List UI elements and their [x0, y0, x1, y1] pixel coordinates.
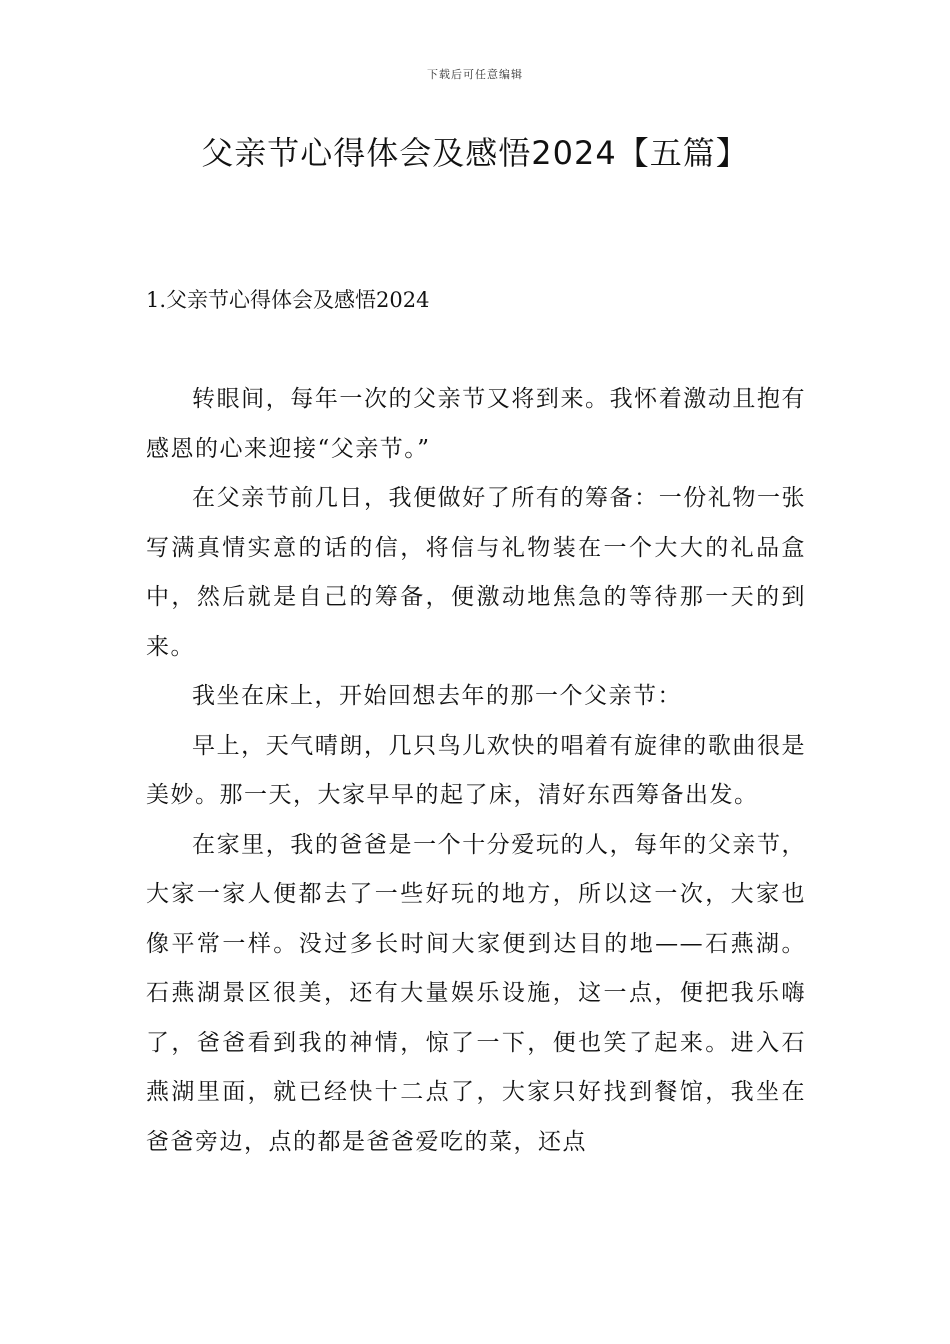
section-heading: 1.父亲节心得体会及感悟2024 [146, 288, 430, 312]
paragraph: 在家里，我的爸爸是一个十分爱玩的人，每年的父亲节，大家一家人便都去了一些好玩的地方，所以这一次，大家也像平常一样。没过多长时间大家便到达目的地——石燕湖。石燕湖景区很美，还有大量娱乐设施，这一点，便把我乐嗨了，爸爸看到我的神情，惊了一下，便也笑了起来。进入石燕湖里面，就已经快十二点了，大家只好找到餐馆，我坐在爸爸旁边，点的都是爸爸爱吃的菜，还点 [146, 831, 806, 1155]
paragraph: 在父亲节前几日，我便做好了所有的筹备：一份礼物一张写满真情实意的话的信，将信与礼物装在一个大大的礼品盒中，然后就是自己的筹备，便激动地焦急的等待那一天的到来。 [146, 485, 806, 660]
paragraph: 转眼间，每年一次的父亲节又将到来。我怀着激动且抱有感恩的心来迎接“父亲节。” [146, 386, 806, 462]
document-body [146, 375, 806, 1167]
paragraph: 早上，天气晴朗，几只鸟儿欢快的唱着有旋律的歌曲很是美妙。那一天，大家早早的起了床，清好东西筹备出发。 [146, 732, 806, 808]
header-note: 下载后可任意编辑 [427, 68, 523, 81]
document-title: 父亲节心得体会及感悟2024【五篇】 [201, 134, 749, 172]
paragraph: 我坐在床上，开始回想去年的那一个父亲节： [192, 683, 682, 709]
